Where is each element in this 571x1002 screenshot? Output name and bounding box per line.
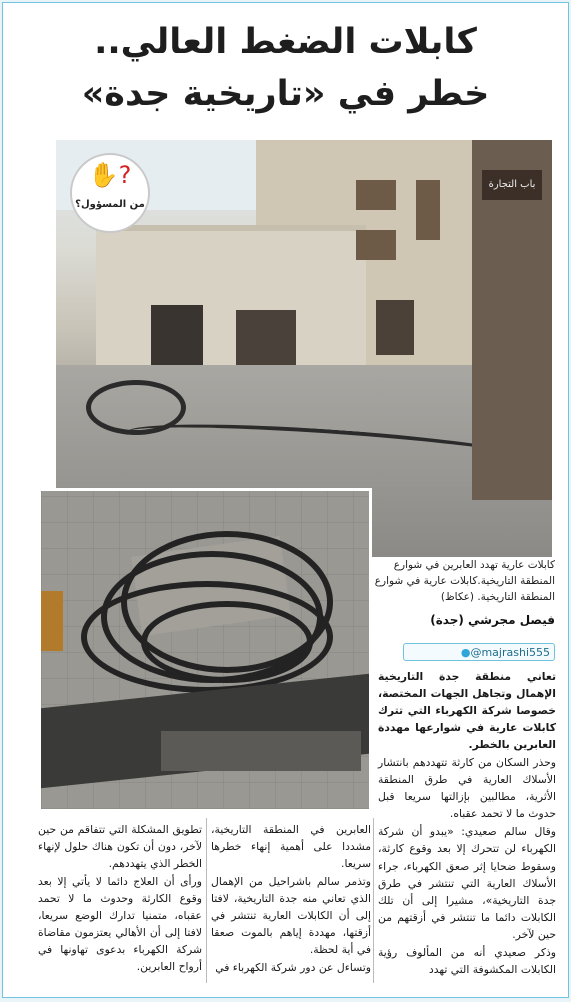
article-paragraph: وحذر السكان من كارثة تتهددهم بانتشار الأسلاك العارية في طرق المنطقة الأثرية، مطالبين بإزالتها سريعا قبل حدوث ما لا تحمد عقباه. [378, 756, 556, 821]
article-paragraph: وقال سالم صعيدي: «يبدو أن شركة الكهرباء لن تتحرك إلا بعد وقوع كارثة، وسقوط ضحايا إثر صعق الكهرباء، جراء الأسلاك العارية التي تنتشر في طرق جدة التاريخية»، مشيرا إلى أن تلك الكابلات دائما ما تنتشر في أزقتهم من حين لآخر. [378, 825, 556, 941]
article-paragraph: تطويق المشكلة التي تتفاقم من حين لآخر، دون أن تكون هناك حلول لإنهاء الخطر الذي يتهددهم. [38, 823, 202, 871]
badge-label: من المسؤول؟ [75, 199, 145, 210]
column-divider [373, 818, 374, 983]
cable-coil-photo [38, 488, 372, 812]
column-divider [206, 818, 207, 983]
article-paragraph: وتذمر سالم باشراحيل من الإهمال الذي تعاني منه جدة التاريخية، لافتا إلى أن الكابلات العارية تنتشر في أزقتها، مهددة إياهم بالموت صعقا في أية لحظة. [211, 875, 371, 957]
author-byline: فيصل مجرشي (جدة) [430, 613, 555, 627]
shop-sign: باب التجارة [482, 170, 542, 200]
article-column-2 [211, 821, 371, 977]
twitter-handle[interactable] [403, 643, 555, 661]
photo-caption: كابلات عارية تهدد العابرين في شوارع المنطقة التاريخية.كابلات عارية في شوارع المنطقة التاريخية. (عكاظ) [374, 559, 555, 603]
twitter-handle-text: @majrashi555 [470, 646, 550, 659]
article-paragraph: العابرين في المنطقة التاريخية، مشددا على أهمية إنهاء خطرها سريعا. [211, 823, 371, 871]
headline-line-2: خطر في «تاريخية جدة» [81, 74, 490, 114]
who-is-responsible-badge [70, 153, 150, 233]
article-paragraph: وتساءل عن دور شركة الكهرباء في [215, 961, 371, 975]
article-paragraph: وذكر صعيدي أنه من المألوف رؤية الكابلات المكشوفة التي تهدد [378, 945, 556, 976]
article-paragraph: ورأى أن العلاج دائما لا يأتي إلا بعد وقوع الكارثة وحدوث ما لا تحمد عقباه، متمنيا تدارك الوضع سريعا، لافتا إلى أن الأهالي يعتزمون مقاضاة شركة الكهرباء بدعوى تهاونها في أرواح العابرين. [38, 875, 202, 974]
question-hand-icon: ?✋ [88, 161, 132, 189]
headline-line-1: كابلات الضغط العالي.. [94, 22, 477, 62]
article-column-3 [38, 821, 202, 976]
newspaper-page [2, 2, 569, 998]
article-paragraph: تعاني منطقة جدة التاريخية الإهمال وتجاهل الجهات المختصة، خصوصا شركة الكهرباء التي تترك كابلات عارية في شوارعها مهددة العابرين بالخطر. [378, 670, 556, 752]
article-column-1 [378, 668, 556, 979]
twitter-icon: ● [460, 646, 471, 659]
